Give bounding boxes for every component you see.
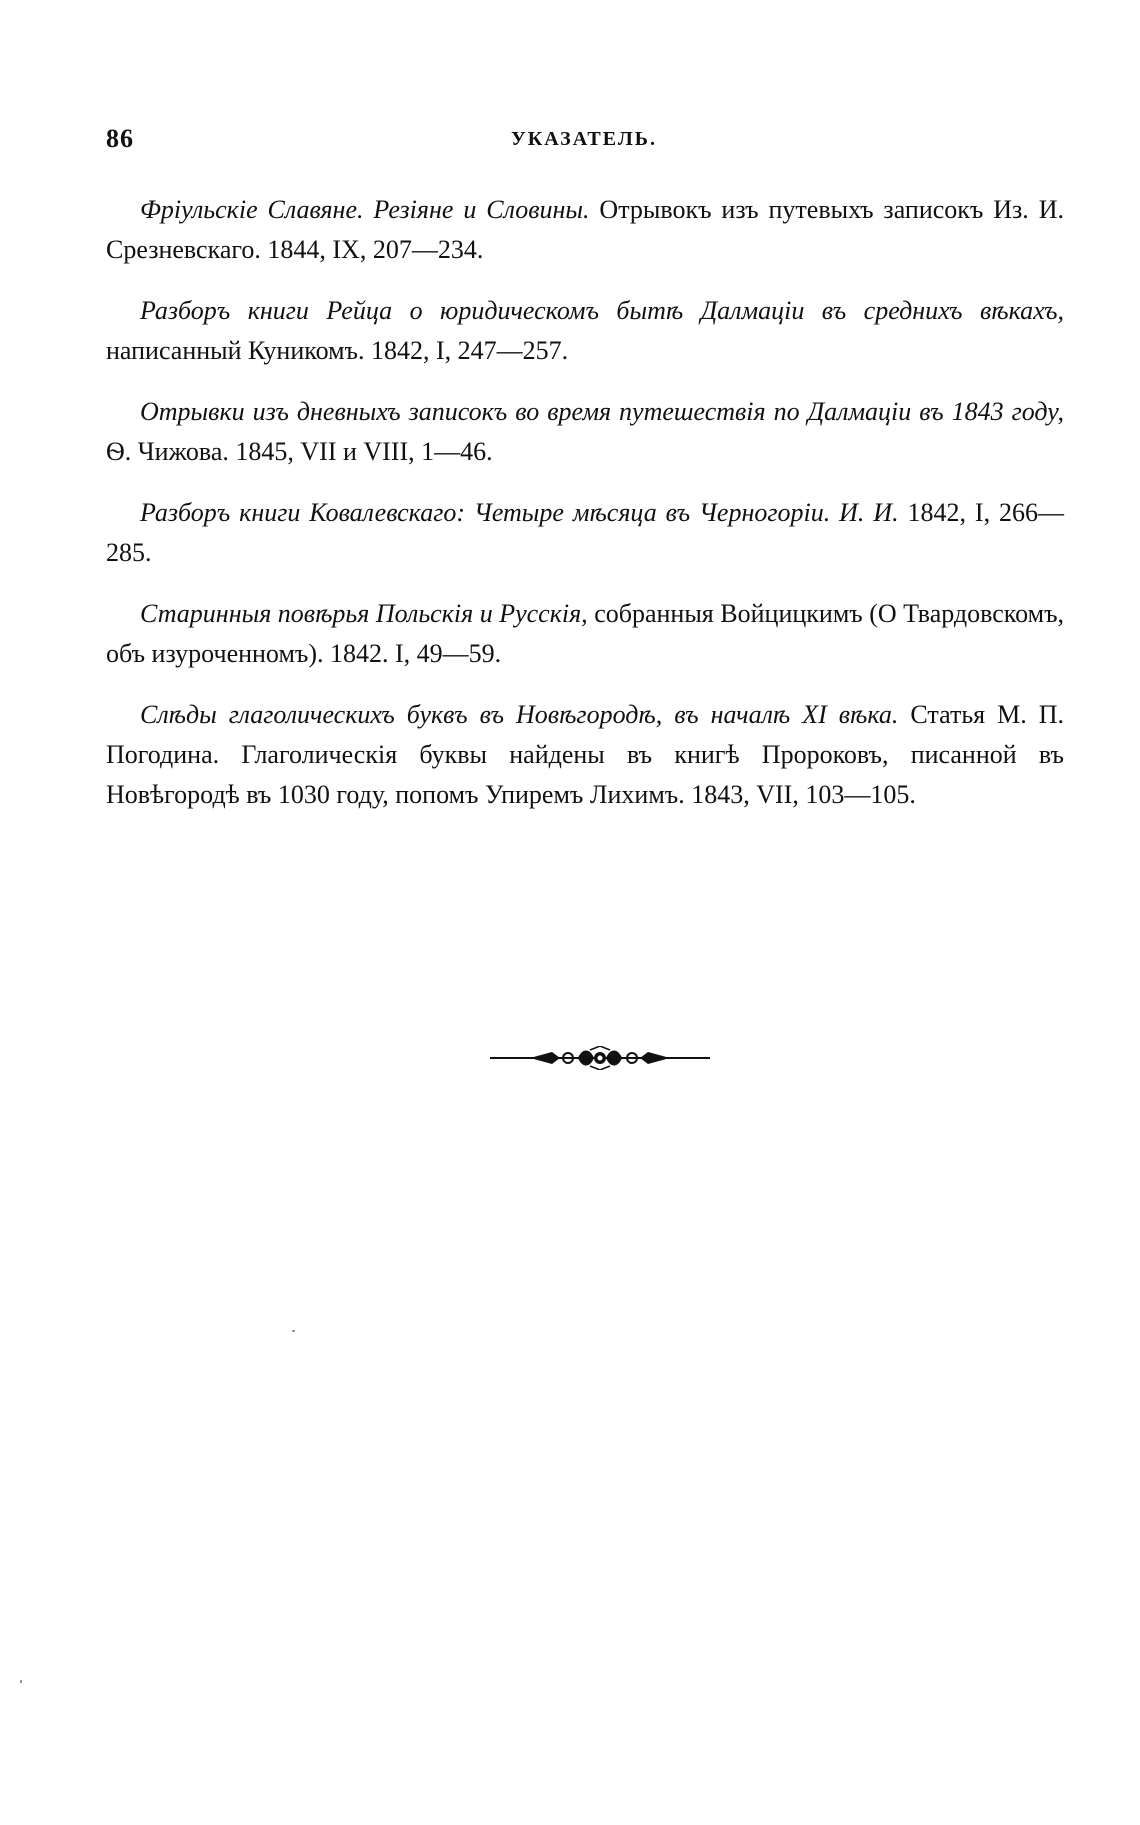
running-title: УКАЗАТЕЛЬ.	[511, 128, 657, 150]
entry-text: собранныя Войцицкимъ (О Твардовскомъ, объ изуроченномъ). 1842. I, 49—59.	[106, 599, 1065, 668]
index-entries	[106, 190, 1064, 836]
index-entry	[106, 695, 1064, 815]
page-number: 86	[106, 124, 134, 153]
entry-text: Отрывокъ изъ путевыхъ записокъ Из. И. Срезневскаго. 1844, IX, 207—234.	[106, 195, 1064, 264]
entry-title: Разборъ книги Ковалевскаго: Четыре мѣсяца въ Черногоріи. И. И.	[140, 498, 899, 527]
tailpiece-ornament-icon	[490, 1046, 710, 1070]
entry-title: Фріульскіе Славяне. Резіяне и Словины.	[140, 195, 590, 224]
index-entry	[106, 392, 1064, 472]
entry-text: Статья М. П. Погодина. Глаголическія буквы найдены въ книгѣ Пророковъ, писанной въ Новѣгородѣ въ 1030 году, попомъ Упиремъ Лихимъ. 1843, VII, 103—105.	[106, 700, 1064, 809]
entry-title: Отрывки изъ дневныхъ записокъ во время путешествія по Далмаціи въ 1843 году,	[140, 397, 1064, 426]
entry-text: 1842, I, 266—285.	[106, 498, 1064, 567]
entry-title: Разборъ книги Рейца о юридическомъ бытѣ Далмаціи въ среднихъ вѣкахъ,	[140, 296, 1064, 325]
page-header	[106, 124, 1062, 164]
index-entry	[106, 493, 1064, 573]
entry-title: Слѣды глаголическихъ буквъ въ Новѣгородѣ, въ началѣ XI вѣка.	[140, 700, 899, 729]
index-entry	[106, 190, 1064, 270]
entry-text: написанный Куникомъ. 1842, I, 247—257.	[106, 336, 569, 365]
entry-title: Старинныя повѣрья Польскія и Русскія,	[140, 599, 588, 628]
index-entry	[106, 291, 1064, 371]
scan-speck	[292, 1330, 295, 1332]
index-entry	[106, 594, 1064, 674]
entry-text: Ѳ. Чижова. 1845, VII и VIII, 1—46.	[106, 437, 493, 466]
scan-speck	[20, 1680, 22, 1683]
